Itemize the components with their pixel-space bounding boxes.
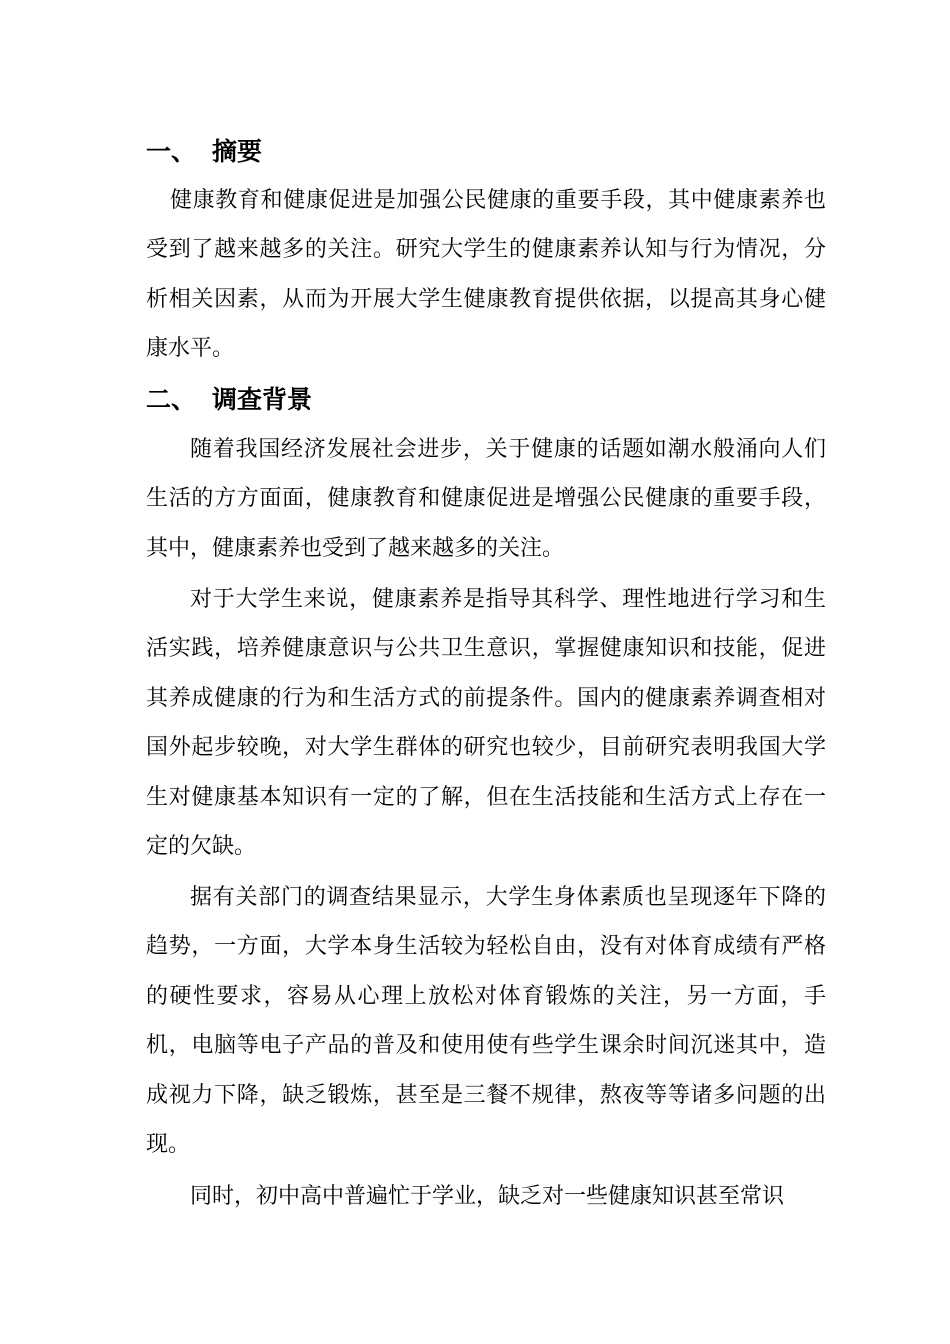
section-number: 二、 [146, 385, 197, 414]
section-title: 调查背景 [212, 385, 313, 414]
background-paragraph-2: 对于大学生来说，健康素养是指导其科学、理性地进行学习和生活实践，培养健康意识与公共卫生意识，掌握健康知识和技能，促进其养成健康的行为和生活方式的前提条件。国内的健康素养调查相对国外起步较晚，对大学生群体的研究也较少，目前研究表明我国大学生对健康基本知识有一定的了解，但在生活技能和生活方式上存在一定的欠缺。 [146, 587, 826, 860]
background-paragraph-3: 据有关部门的调查结果显示，大学生身体素质也呈现逐年下降的趋势，一方面，大学本身生活较为轻松自由，没有对体育成绩有严格的硬性要求，容易从心理上放松对体育锻炼的关注，另一方面，手机，电脑等电子产品的普及和使用使有些学生课余时间沉迷其中，造成视力下降，缺乏锻炼，甚至是三餐不规律，熬夜等等诸多问题的出现。 [146, 885, 826, 1158]
background-paragraph-1: 随着我国经济发展社会进步，关于健康的话题如潮水般涌向人们生活的方方面面，健康教育和健康促进是增强公民健康的重要手段，其中，健康素养也受到了越来越多的关注。 [146, 437, 826, 561]
section-heading-background [146, 380, 826, 420]
section-title: 摘要 [212, 137, 263, 166]
background-paragraph-4: 同时，初中高中普遍忙于学业，缺乏对一些健康知识甚至常识 [190, 1184, 785, 1209]
section-number: 一、 [146, 137, 197, 166]
abstract-paragraph: 健康教育和健康促进是加强公民健康的重要手段，其中健康素养也受到了越来越多的关注。研究大学生的健康素养认知与行为情况，分析相关因素，从而为开展大学生健康教育提供依据，以提高其身心健康水平。 [146, 188, 826, 362]
section-heading-abstract [146, 132, 826, 172]
